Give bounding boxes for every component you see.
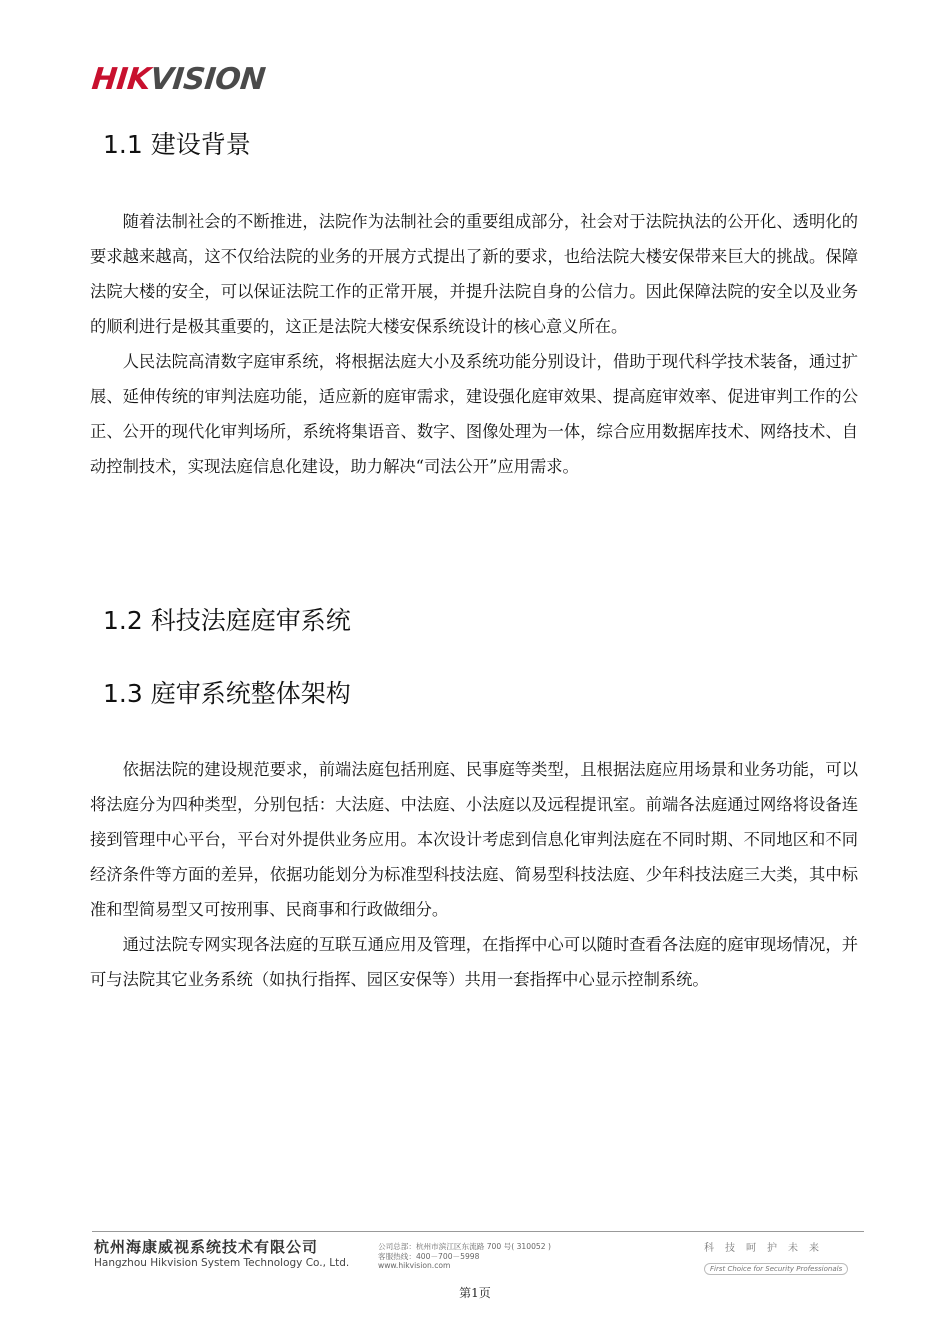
paragraph: 人民法院高清数字庭审系统，将根据法庭大小及系统功能分别设计，借助于现代科学技术装备，通过扩展、延伸传统的审判法庭功能，适应新的庭审需求，建设强化庭审效果、提高庭审效率、促进审判工作的公正、公开的现代化审判场所，系统将集语音、数字、图像处理为一体，综合应用数据库技术、网络技术、自动控制技术，实现法庭信息化建设，助力解决“司法公开”应用需求。	[90, 352, 858, 476]
slogan-cn: 科技呵护未来	[704, 1243, 830, 1254]
footer-slogan	[704, 1242, 864, 1275]
hikvision-logo	[90, 60, 267, 100]
company-website: www.hikvision.com	[378, 1261, 451, 1270]
company-name-cn: 杭州海康威视系统技术有限公司	[94, 1238, 319, 1256]
page-number: 第1页	[459, 1286, 491, 1300]
footer-divider	[92, 1231, 864, 1232]
service-hotline: 客服热线：400－700－5998	[378, 1251, 480, 1261]
footer-contact	[378, 1242, 608, 1271]
section-heading-1-2: 1.2 科技法庭庭审系统	[103, 606, 351, 635]
footer-company	[94, 1238, 374, 1270]
logo-vision: VISION	[148, 62, 267, 97]
paragraph: 依据法院的建设规范要求，前端法庭包括刑庭、民事庭等类型，且根据法庭应用场景和业务功能，可以将法庭分为四种类型，分别包括：大法庭、中法庭、小法庭以及远程提讯室。前端各法庭通过网络将设备连接到管理中心平台，平台对外提供业务应用。本次设计考虑到信息化审判法庭在不同时期、不同地区和不同经济条件等方面的差异，依据功能划分为标准型科技法庭、简易型科技法庭、少年科技法庭三大类，其中标准和型简易型又可按刑事、民商事和行政做细分。	[90, 760, 858, 919]
section-body-1-3	[90, 752, 858, 997]
section-heading-1-3: 1.3 庭审系统整体架构	[103, 679, 351, 708]
slogan-en: First Choice for Security Professionals	[704, 1263, 848, 1275]
company-name-en: Hangzhou Hikvision System Technology Co., Ltd.	[94, 1257, 350, 1269]
page-footer	[92, 1238, 864, 1278]
logo-hik: HIK	[90, 62, 152, 97]
section-body-1-1	[90, 204, 858, 484]
section-heading-1-1: 1.1 建设背景	[103, 130, 251, 159]
paragraph: 随着法制社会的不断推进，法院作为法制社会的重要组成部分，社会对于法院执法的公开化、透明化的要求越来越高，这不仅给法院的业务的开展方式提出了新的要求，也给法院大楼安保带来巨大的挑战。保障法院大楼的安全，可以保证法院工作的正常开展，并提升法院自身的公信力。因此保障法院的安全以及业务的顺利进行是极其重要的，这正是法院大楼安保系统设计的核心意义所在。	[90, 212, 858, 336]
company-address: 公司总部：杭州市滨江区东流路 700 号( 310052 )	[378, 1242, 551, 1251]
paragraph: 通过法院专网实现各法庭的互联互通应用及管理，在指挥中心可以随时查看各法庭的庭审现场情况，并可与法院其它业务系统（如执行指挥、园区安保等）共用一套指挥中心显示控制系统。	[90, 935, 858, 989]
